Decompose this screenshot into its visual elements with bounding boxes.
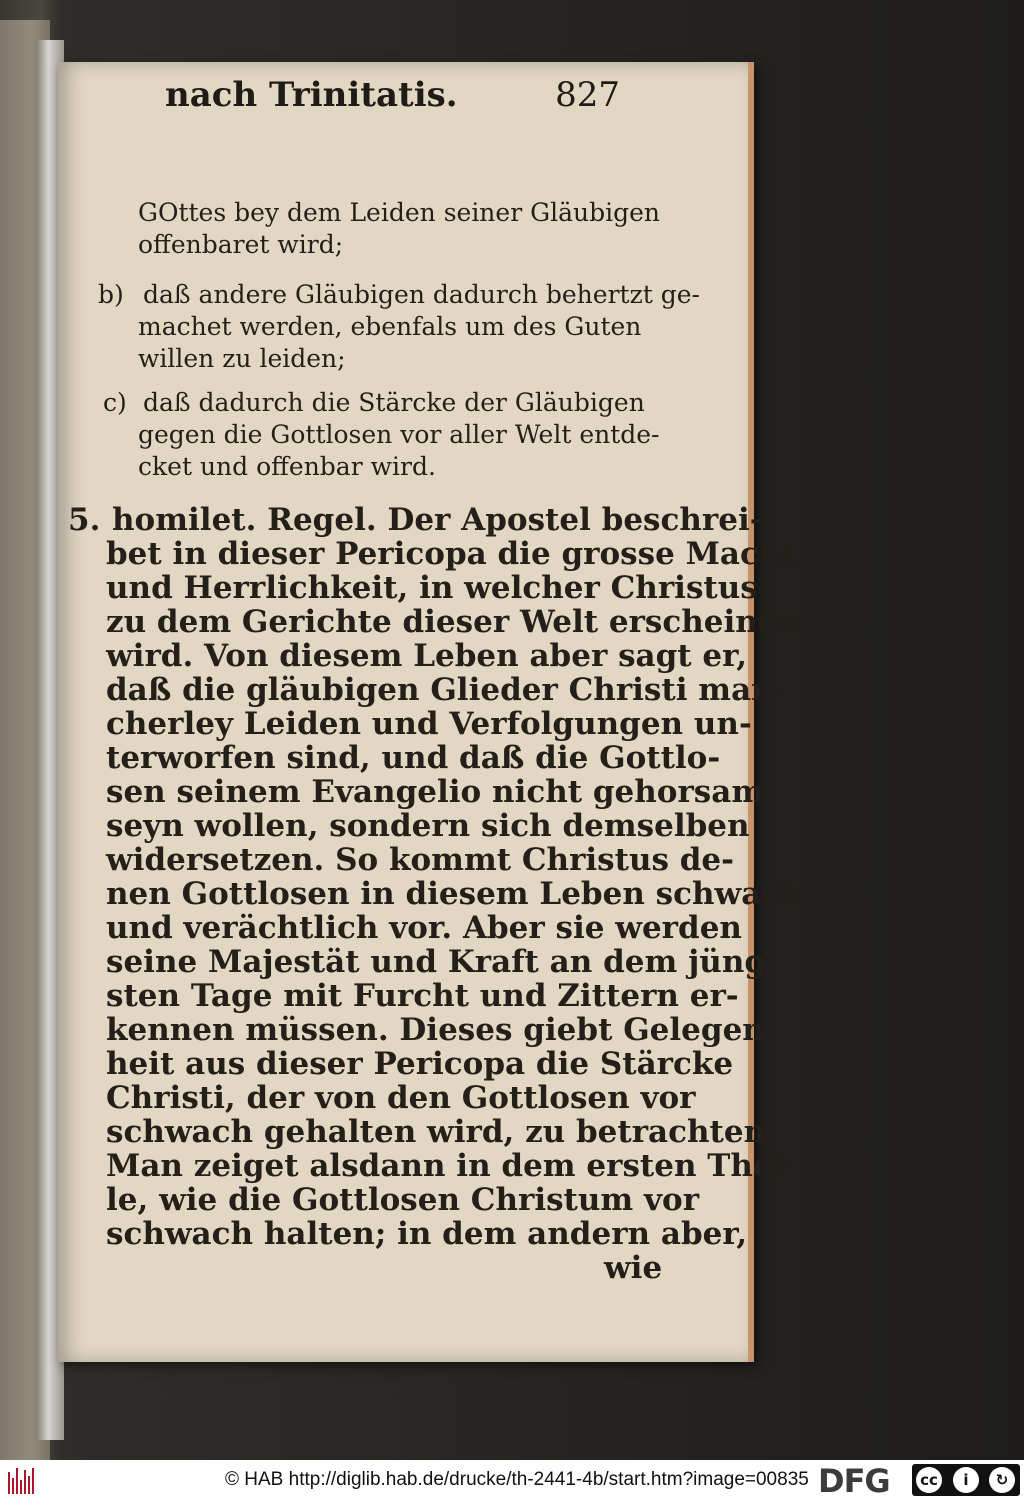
- text-line: schwach gehalten wird, zu betrachten.: [106, 1114, 777, 1150]
- text-line: daß andere Gläubigen dadurch behertzt ge-: [143, 280, 700, 309]
- catchword: wie: [604, 1250, 663, 1286]
- text-line: cherley Leiden und Verfolgungen un-: [106, 706, 752, 742]
- text-line: sen seinem Evangelio nicht gehorsam: [106, 774, 765, 810]
- hab-logo-icon[interactable]: [8, 1466, 38, 1494]
- footer-bar: [0, 1460, 1024, 1500]
- text-line: bet in dieser Pericopa die grosse Macht: [106, 536, 796, 572]
- text-line: willen zu leiden;: [138, 344, 346, 373]
- text-line: widersetzen. So kommt Christus de-: [106, 842, 735, 878]
- page-number: 827: [555, 75, 620, 115]
- text-line: seine Majestät und Kraft an dem jüng-: [106, 944, 779, 980]
- text-line: gegen die Gottlosen vor aller Welt entde-: [138, 420, 660, 449]
- rule-number: 5.: [68, 502, 101, 538]
- text-line: wird. Von diesem Leben aber sagt er,: [106, 638, 747, 674]
- text-line: offenbaret wird;: [138, 230, 344, 259]
- running-title: nach Trinitatis.: [165, 75, 458, 115]
- sa-icon: ↻: [989, 1467, 1015, 1493]
- text-line: GOttes bey dem Leiden seiner Gläubigen: [138, 198, 660, 227]
- text-line: zu dem Gerichte dieser Welt erscheinen: [106, 604, 801, 640]
- text-line: Man zeiget alsdann in dem ersten Thei-: [106, 1148, 798, 1184]
- text-line: homilet. Regel. Der Apostel beschrei-: [112, 502, 763, 538]
- list-marker-c: c): [103, 388, 127, 417]
- dfg-logo[interactable]: DFG: [818, 1462, 890, 1500]
- text-line: und Herrlichkeit, in welcher Christus: [106, 570, 758, 606]
- text-line: daß die gläubigen Glieder Christi man-: [106, 672, 787, 708]
- cc-icon: cc: [916, 1467, 942, 1493]
- text-line: daß dadurch die Stärcke der Gläubigen: [143, 388, 645, 417]
- text-line: Christi, der von den Gottlosen vor: [106, 1080, 696, 1116]
- text-line: sten Tage mit Furcht und Zittern er-: [106, 978, 739, 1014]
- text-line: schwach halten; in dem andern aber,: [106, 1216, 748, 1252]
- text-line: heit aus dieser Pericopa die Stärcke: [106, 1046, 734, 1082]
- text-line: terworfen sind, und daß die Gottlo-: [106, 740, 721, 776]
- cc-license-badge[interactable]: [912, 1464, 1020, 1496]
- text-line: seyn wollen, sondern sich demselben: [106, 808, 750, 844]
- text-line: machet werden, ebenfals um des Guten: [138, 312, 642, 341]
- text-line: le, wie die Gottlosen Christum vor: [106, 1182, 700, 1218]
- by-icon: i: [953, 1467, 979, 1493]
- copyright-link[interactable]: © HAB http://diglib.hab.de/drucke/th-2441-4b/start.htm?image=00835: [225, 1469, 809, 1490]
- text-line: cket und offenbar wird.: [138, 452, 436, 481]
- text-line: kennen müssen. Dieses giebt Gelegen-: [106, 1012, 778, 1048]
- list-marker-b: b): [98, 280, 124, 309]
- text-line: nen Gottlosen in diesem Leben schwach: [106, 876, 803, 912]
- text-line: und verächtlich vor. Aber sie werden: [106, 910, 742, 946]
